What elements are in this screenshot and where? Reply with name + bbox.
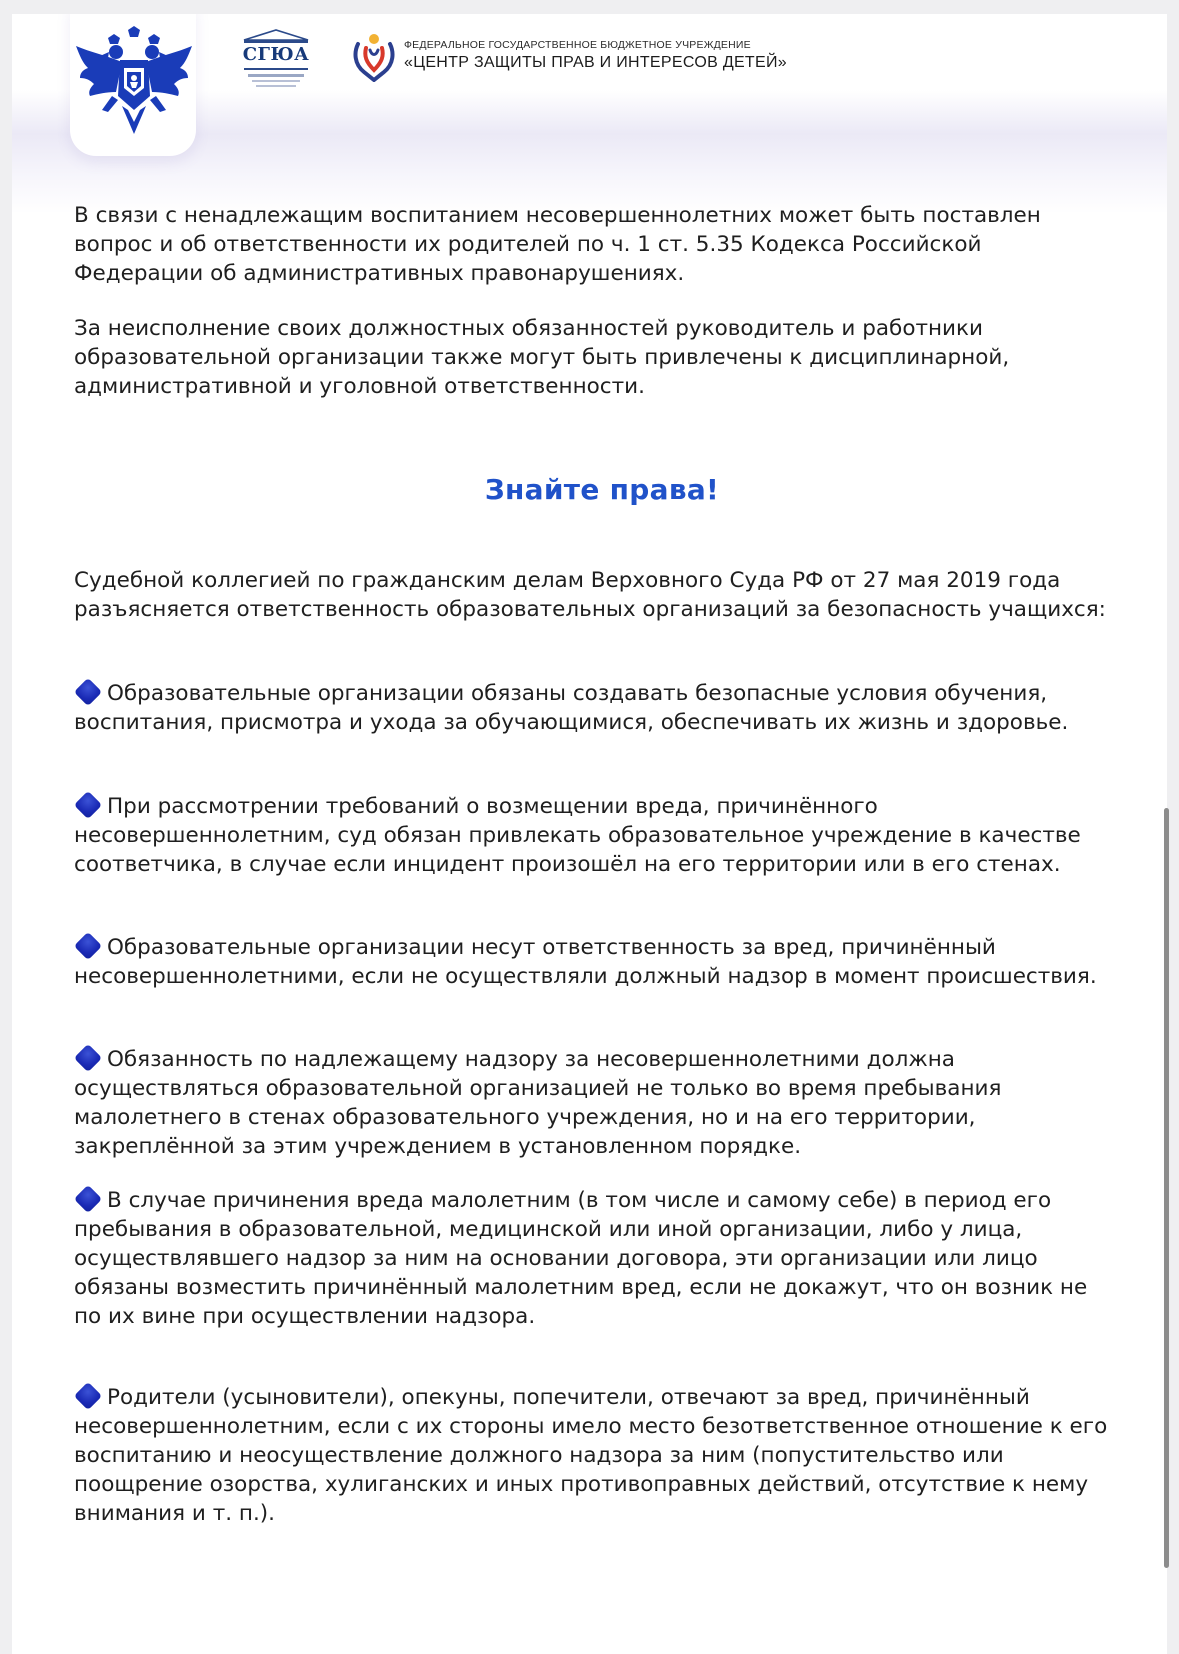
sgua-building-icon	[234, 28, 318, 102]
blue-diamond-icon	[74, 678, 102, 706]
section-lead: Судебной коллегией по гражданским делам Верховного Суда РФ от 27 мая 2019 года разъясняется ответственность образовательных организаций за безопасность учащихся:	[74, 568, 1106, 622]
blue-diamond-icon	[74, 932, 102, 960]
section-heading: Знайте права!	[484, 473, 720, 506]
list-item	[74, 679, 1114, 737]
list-item-text: Образовательные организации обязаны создавать безопасные условия обучения, воспитания, присмотра и ухода за обучающимися, обеспечивать их жизнь и здоровье.	[74, 681, 1069, 735]
sgua-logo	[234, 28, 318, 102]
list-item-text: В случае причинения вреда малолетним (в том числе и самому себе) в период его пребывания в образовательной, медицинской или иной организации, либо у лица, осуществлявшего надзор за ним на основании договора, эти организации или лицо обязаны возместить причинённый малолетним вред, если не докажут, что он возник не по их вине при осуществлении надзора.	[74, 1188, 1088, 1329]
sgua-logo-text: СГЮА	[242, 44, 310, 65]
list-item-text: Родители (усыновители), опекуны, попечители, отвечают за вред, причинённый несовершеннолетним, если с их стороны имело место безответственное отношение к его воспитанию и неосуществление должного надзора за ним (попустительство или поощрение озорства, хулиганских и иных противоправных действий, отсутствие к нему внимания и т. п.).	[74, 1385, 1108, 1526]
double-headed-eagle-icon	[72, 26, 196, 138]
center-title: «ЦЕНТР ЗАЩИТЫ ПРАВ И ИНТЕРЕСОВ ДЕТЕЙ»	[404, 54, 787, 71]
intro-paragraph-1: В связи с ненадлежащим воспитанием несовершеннолетних может быть поставлен вопрос и об ответственности их родителей по ч. 1 ст. 5.35 Кодекса Российской Федерации об административных правонарушениях.	[74, 203, 1041, 286]
blue-diamond-icon	[74, 1382, 102, 1410]
intro-paragraph-2: За неисполнение своих должностных обязанностей руководитель и работники образовательной организации также могут быть привлечены к дисциплинарной, административной и уголовной ответственности.	[74, 316, 1010, 399]
vertical-scrollbar[interactable]	[1164, 808, 1169, 1568]
list-item	[74, 1186, 1114, 1331]
list-item	[74, 1045, 1114, 1161]
list-item-text: Образовательные организации несут ответственность за вред, причинённый несовершеннолетними, если не осуществляли должный надзор в момент происшествия.	[74, 935, 1097, 989]
list-item	[74, 933, 1114, 991]
list-item	[74, 1383, 1114, 1528]
heart-hand-icon	[350, 30, 398, 82]
blue-diamond-icon	[74, 1185, 102, 1213]
center-subtitle: ФЕДЕРАЛЬНОЕ ГОСУДАРСТВЕННОЕ БЮДЖЕТНОЕ УЧРЕЖДЕНИЕ	[404, 39, 751, 51]
blue-diamond-icon	[74, 791, 102, 819]
list-item	[74, 792, 1114, 879]
list-item-text: При рассмотрении требований о возмещении вреда, причинённого несовершеннолетним, суд обязан привлекать образовательное учреждение в качестве соответчика, в случае если инцидент произошёл на его территории или в его стенах.	[74, 794, 1081, 877]
document-page	[12, 14, 1167, 1654]
list-item-text: Обязанность по надлежащему надзору за несовершеннолетними должна осуществляться образовательной организацией не только во время пребывания малолетнего в стенах образовательного учреждения, но и на его территории, закреплённой за этим учреждением в установленном порядке.	[74, 1047, 1002, 1159]
blue-diamond-icon	[74, 1044, 102, 1072]
